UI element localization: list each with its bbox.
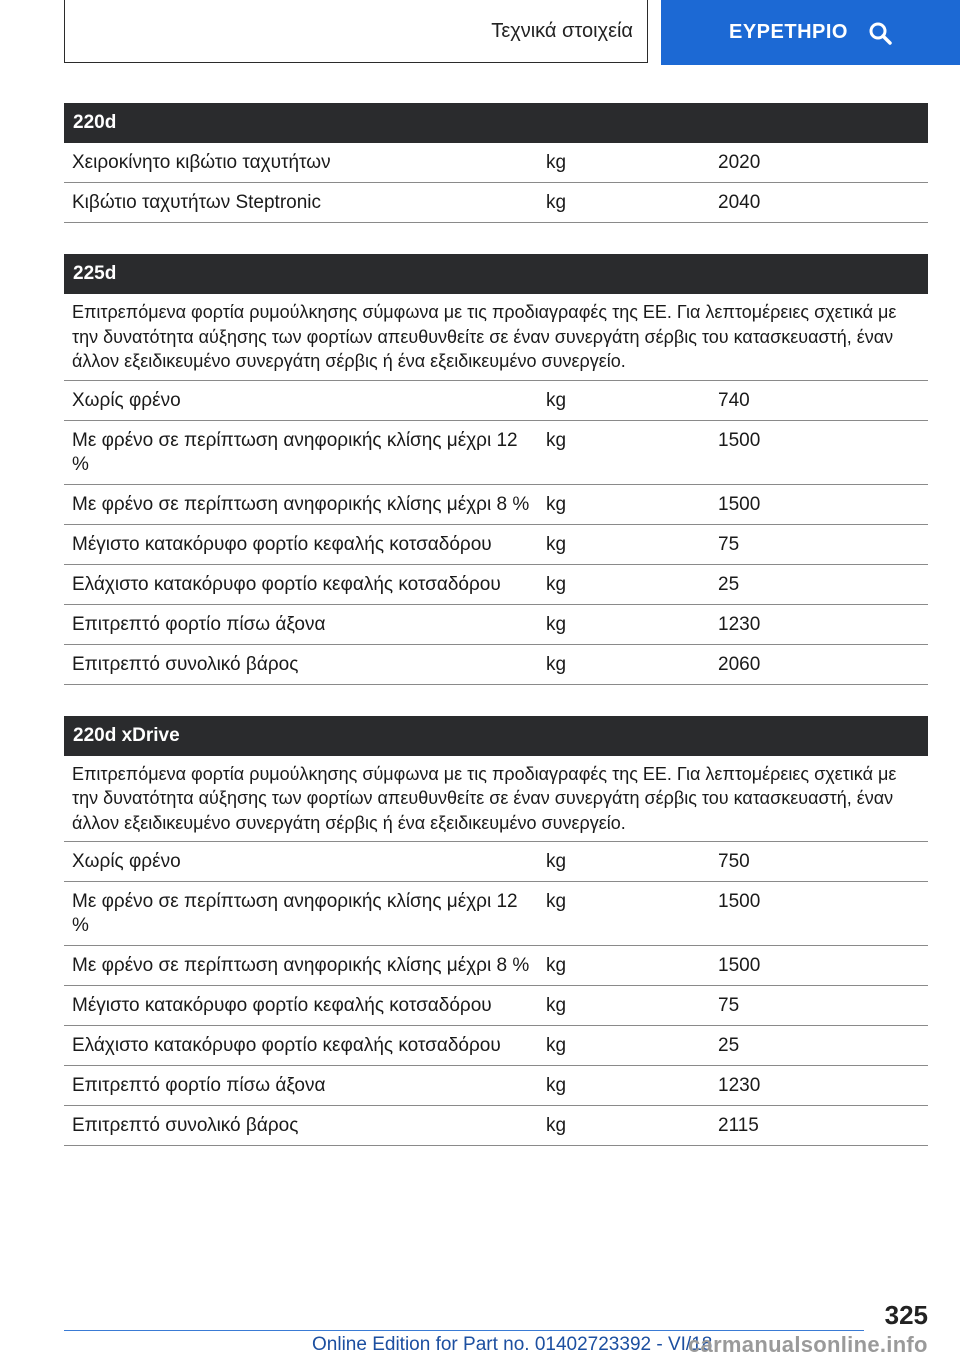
row-unit: kg: [546, 573, 567, 595]
spec-tables: [64, 103, 928, 1177]
row-unit: kg: [546, 891, 567, 912]
row-label: Επιτρεπτό συνολικό βάρος: [72, 1115, 299, 1136]
row-unit: kg: [546, 955, 567, 976]
row-value: 1230: [718, 613, 761, 635]
row-unit: kg: [546, 152, 567, 173]
table-row: [64, 143, 928, 183]
section-note: Επιτρεπόμενα φορτία ρυμούλκησης σύμφωνα με τις προδιαγραφές της ΕΕ. Για λεπτομέρειες σχετικά με την δυνατότητα αύξησης των φορτίων απευθυνθείτε σε έναν συνεργάτη σέρβις του κατασκευαστή, έναν άλλον εξειδικευμένο συνεργάτη σέρβις ή ένα εξειδικευμένο συνεργείο.: [64, 756, 928, 843]
index-tab-label: ΕΥΡΕΤΗΡΙΟ: [729, 21, 848, 43]
section-title: 220d xDrive: [64, 716, 928, 756]
row-label: Χωρίς φρένο: [72, 389, 181, 411]
spec-section: [64, 716, 928, 1147]
section-tab-label: Τεχνικά στοιχεία: [491, 19, 633, 42]
section-note: Επιτρεπόμενα φορτία ρυμούλκησης σύμφωνα με τις προδιαγραφές της ΕΕ. Για λεπτομέρειες σχετικά με την δυνατότητα αύξησης των φορτίων απευθυνθείτε σε έναν συνεργάτη σέρβις του κατασκευαστή, έναν άλλον εξειδικευμένο συνεργάτη σέρβις ή ένα εξειδικευμένο συνεργείο.: [64, 294, 928, 381]
table-row: [64, 986, 928, 1026]
row-unit: kg: [546, 995, 567, 1016]
row-label: Μέγιστο κατακόρυφο φορτίο κεφαλής κοτσαδόρου: [72, 533, 492, 555]
page-number: 325: [884, 1300, 928, 1330]
row-unit: kg: [546, 653, 567, 675]
row-label: Ελάχιστο κατακόρυφο φορτίο κεφαλής κοτσαδόρου: [72, 573, 501, 595]
watermark: carmanualsonline.info: [688, 1332, 928, 1357]
row-value: 1230: [718, 1075, 761, 1096]
row-value: 2040: [718, 192, 761, 213]
row-value: 1500: [718, 493, 761, 515]
row-unit: kg: [546, 613, 567, 635]
row-value: 1500: [718, 891, 761, 912]
table-row: [64, 882, 928, 946]
section-title: 225d: [64, 254, 928, 294]
row-value: 25: [718, 1035, 740, 1056]
table-row: [64, 1026, 928, 1066]
table-row: [64, 842, 928, 882]
row-label: Με φρένο σε περίπτωση ανηφορικής κλίσης μέχρι 12 %: [72, 429, 518, 475]
row-unit: kg: [546, 1075, 567, 1096]
row-value: 1500: [718, 429, 761, 451]
row-label: Χειροκίνητο κιβώτιο ταχυτήτων: [72, 152, 331, 173]
index-tab[interactable]: [661, 0, 960, 65]
row-label: Επιτρεπτό φορτίο πίσω άξονα: [72, 1075, 326, 1096]
row-label: Με φρένο σε περίπτωση ανηφορικής κλίσης μέχρι 12 %: [72, 891, 518, 936]
table-row: [64, 525, 928, 565]
row-unit: kg: [546, 533, 567, 555]
row-unit: kg: [546, 429, 567, 451]
row-label: Μέγιστο κατακόρυφο φορτίο κεφαλής κοτσαδόρου: [72, 995, 492, 1016]
table-row: [64, 183, 928, 223]
table-row: [64, 605, 928, 645]
table-row: [64, 1066, 928, 1106]
section-tab[interactable]: [64, 0, 648, 63]
table-row: [64, 1106, 928, 1146]
search-icon: [868, 21, 892, 45]
footer-divider: [64, 1330, 864, 1331]
row-label: Επιτρεπτό φορτίο πίσω άξονα: [72, 613, 326, 635]
table-row: [64, 946, 928, 986]
table-row: [64, 645, 928, 685]
spec-section: [64, 103, 928, 223]
row-value: 2020: [718, 152, 761, 173]
table-row: [64, 421, 928, 485]
row-value: 1500: [718, 955, 761, 976]
edition-footer: Online Edition for Part no. 01402723392 - VI/18: [312, 1334, 713, 1355]
row-value: 750: [718, 851, 750, 872]
row-label: Με φρένο σε περίπτωση ανηφορικής κλίσης μέχρι 8 %: [72, 493, 530, 515]
section-title: 220d: [64, 103, 928, 143]
row-value: 2060: [718, 653, 761, 675]
table-row: [64, 485, 928, 525]
row-label: Με φρένο σε περίπτωση ανηφορικής κλίσης μέχρι 8 %: [72, 955, 530, 976]
row-label: Ελάχιστο κατακόρυφο φορτίο κεφαλής κοτσαδόρου: [72, 1035, 501, 1056]
row-label: Επιτρεπτό συνολικό βάρος: [72, 653, 299, 675]
row-value: 75: [718, 533, 740, 555]
row-value: 740: [718, 389, 750, 411]
row-value: 75: [718, 995, 740, 1016]
spec-section: [64, 254, 928, 685]
table-row: [64, 565, 928, 605]
row-label: Χωρίς φρένο: [72, 851, 181, 872]
page-header: [0, 0, 960, 66]
row-unit: kg: [546, 1115, 567, 1136]
row-unit: kg: [546, 851, 567, 872]
row-unit: kg: [546, 493, 567, 515]
row-unit: kg: [546, 389, 567, 411]
row-value: 2115: [718, 1115, 759, 1136]
row-unit: kg: [546, 192, 567, 213]
table-row: [64, 381, 928, 421]
row-unit: kg: [546, 1035, 567, 1056]
row-label: Κιβώτιο ταχυτήτων Steptronic: [72, 192, 322, 213]
row-value: 25: [718, 573, 740, 595]
